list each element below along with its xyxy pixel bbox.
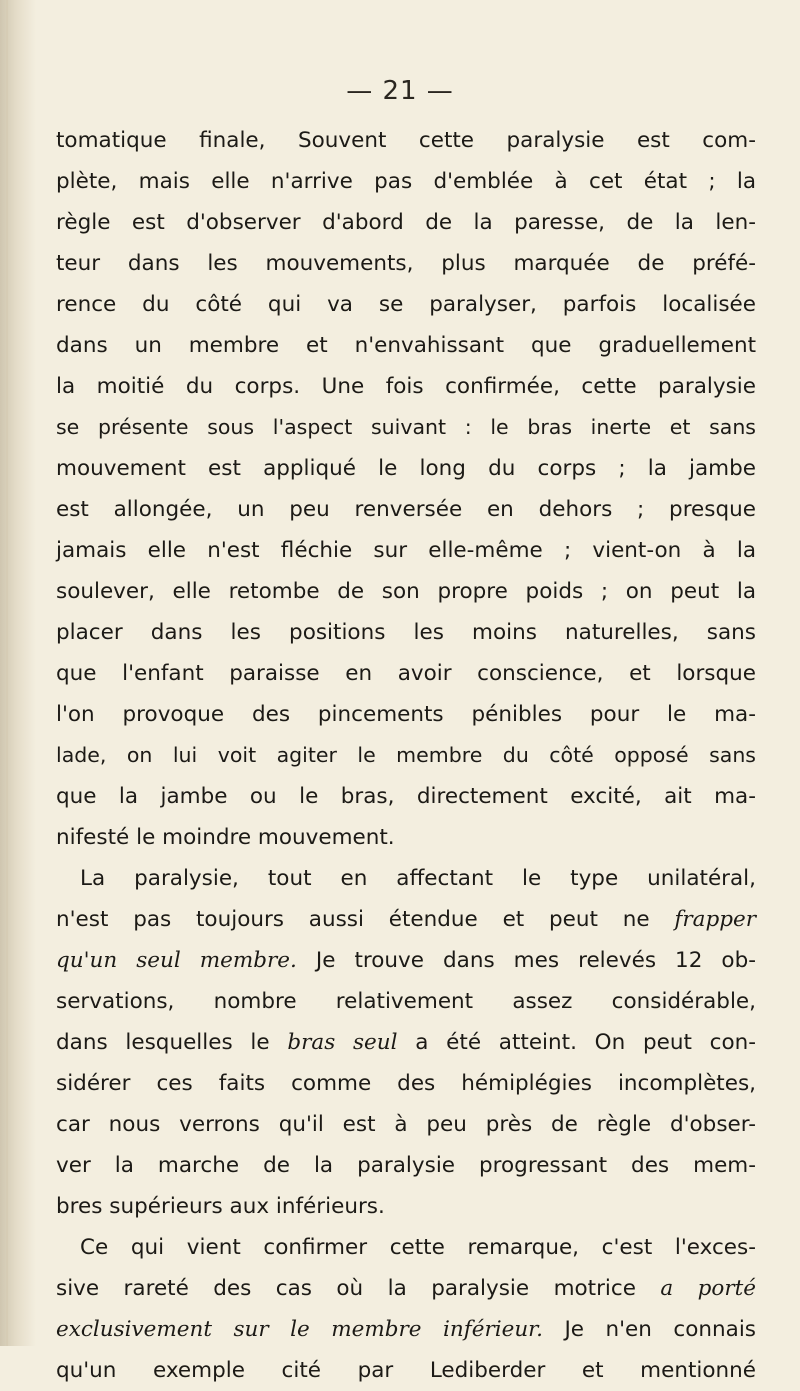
- text-line: la moitié du corps. Une fois confirmée, cette paralysie: [56, 374, 756, 399]
- text-line: lade, on lui voit agiter le membre du côté opposé sans: [56, 743, 756, 767]
- text-line: sidérer ces faits comme des hémiplégies incomplètes,: [56, 1071, 756, 1096]
- text-line: que l'enfant paraisse en avoir conscience, et lorsque: [56, 661, 756, 686]
- text-line: [56, 1309, 756, 1350]
- text-span: sive rareté des cas où la paralysie motrice: [56, 1276, 661, 1301]
- text-line: règle est d'observer d'abord de la paresse, de la len-: [56, 210, 756, 235]
- text-span: n'est pas toujours aussi étendue et peut ne: [56, 907, 675, 932]
- text-line: mouvement est appliqué le long du corps ; la jambe: [56, 456, 756, 481]
- text-line: qu'un exemple cité par Lediberder et mentionné: [56, 1358, 756, 1383]
- text-line: placer dans les positions les moins naturelles, sans: [56, 620, 756, 645]
- text-line: est allongée, un peu renversée en dehors ; presque: [56, 497, 756, 522]
- italic-text: a porté: [660, 1276, 756, 1301]
- italic-text: exclusivement sur le membre inférieur.: [56, 1317, 543, 1342]
- text-line: jamais elle n'est fléchie sur elle-même ; vient-on à la: [56, 538, 756, 563]
- text-line: l'on provoque des pincements pénibles pour le ma-: [56, 702, 756, 727]
- text-line: teur dans les mouvements, plus marquée de préfé-: [56, 251, 756, 276]
- text-line: que la jambe ou le bras, directement excité, ait ma-: [56, 784, 756, 809]
- body-text: [56, 120, 756, 1391]
- text-line: [56, 1268, 756, 1309]
- text-line: Ce qui vient confirmer cette remarque, c'est l'exces-: [80, 1235, 756, 1260]
- text-line: soulever, elle retombe de son propre poids ; on peut la: [56, 579, 756, 604]
- text-span: dans lesquelles le: [56, 1030, 288, 1055]
- text-line: rence du côté qui va se paralyser, parfois localisée: [56, 292, 756, 317]
- text-line: [56, 899, 756, 940]
- italic-text: frapper: [674, 907, 756, 932]
- text-line: [56, 1022, 756, 1063]
- text-span: Je n'en connais: [542, 1317, 756, 1342]
- text-line: La paralysie, tout en affectant le type unilatéral,: [80, 866, 756, 891]
- text-line: se présente sous l'aspect suivant : le bras inerte et sans: [56, 415, 756, 439]
- text-line: car nous verrons qu'il est à peu près de règle d'obser-: [56, 1112, 756, 1137]
- page-number: — 21 —: [346, 76, 454, 106]
- text-line: nifesté le moindre mouvement.: [56, 825, 395, 850]
- text-line: plète, mais elle n'arrive pas d'emblée à cet état ; la: [56, 169, 756, 194]
- italic-text: bras seul: [287, 1030, 398, 1055]
- page-edge: [6, 0, 8, 1346]
- text-line: ver la marche de la paralysie progressant des mem-: [56, 1153, 756, 1178]
- text-line: tomatique finale, Souvent cette paralysie est com-: [56, 128, 756, 153]
- italic-text: qu'un seul membre.: [56, 948, 297, 973]
- text-span: a été atteint. On peut con-: [397, 1030, 756, 1055]
- text-line: [56, 940, 756, 981]
- text-span: Je trouve dans mes relevés 12 ob-: [296, 948, 756, 973]
- text-line: bres supérieurs aux inférieurs.: [56, 1194, 385, 1219]
- text-line: servations, nombre relativement assez considérable,: [56, 989, 756, 1014]
- text-line: dans un membre et n'envahissant que graduellement: [56, 333, 756, 358]
